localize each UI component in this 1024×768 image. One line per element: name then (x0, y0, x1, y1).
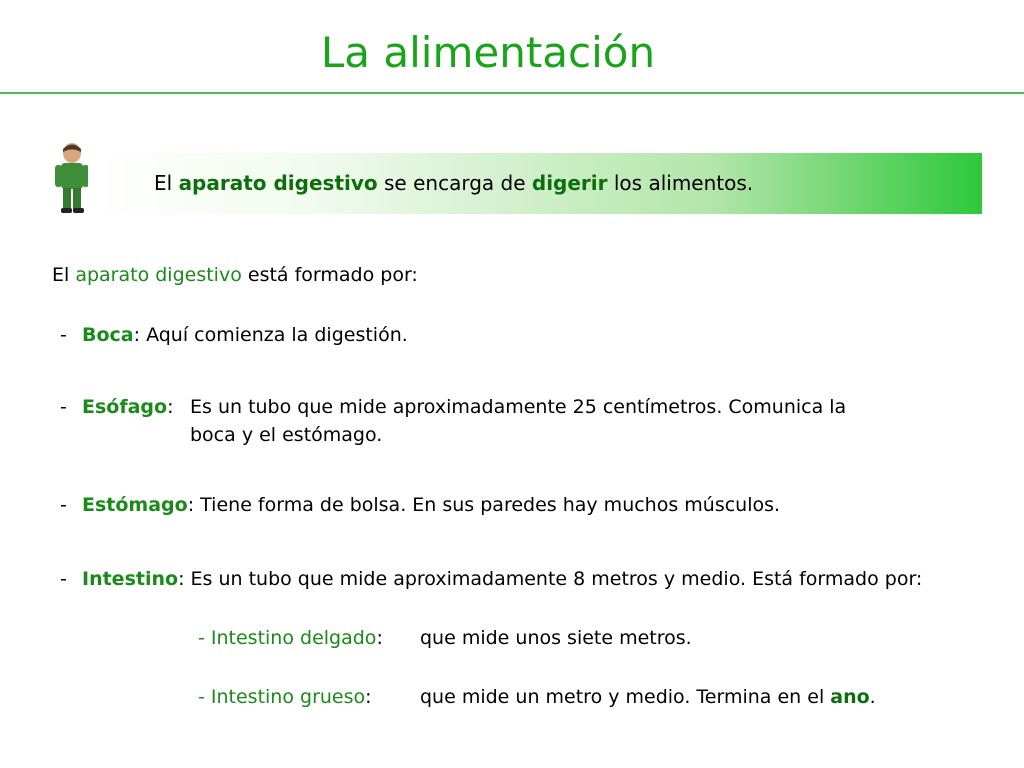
subitem-text: que mide unos siete metros. (420, 627, 692, 649)
subitem-text (420, 686, 876, 708)
list-dash: - (60, 568, 67, 590)
colon: : (365, 686, 372, 708)
item-text: Tiene forma de bolsa. En sus paredes hay muchos músculos. (200, 494, 781, 516)
intro-line (52, 264, 418, 286)
subitem-text-after: . (869, 686, 876, 708)
term-intestino-grueso: - Intestino grueso (198, 686, 366, 708)
banner-term-digerir: digerir (531, 171, 608, 195)
intro-term: aparato digestivo (75, 264, 242, 286)
banner-text (154, 171, 753, 195)
banner-part1: El (154, 171, 179, 195)
list-dash: - (60, 396, 67, 418)
item-text: Aquí comienza la digestión. (146, 324, 408, 346)
list-item-boca (60, 324, 408, 346)
term-estomago: Estómago (82, 494, 188, 516)
colon: : (167, 396, 174, 418)
colon: : (178, 568, 185, 590)
list-item-intestino (60, 568, 922, 590)
person-figure-icon (52, 142, 92, 214)
term-intestino: Intestino (82, 568, 179, 590)
list-dash: - (60, 324, 67, 346)
list-item-estomago (60, 494, 780, 516)
term-boca: Boca (82, 324, 134, 346)
intro-part1: El (52, 264, 76, 286)
term-ano: ano (830, 686, 870, 708)
subitem-intestino-delgado (198, 627, 383, 649)
banner-part3: los alimentos. (607, 171, 754, 195)
title-divider (0, 92, 1024, 94)
term-esofago: Esófago (82, 396, 168, 418)
list-item-esofago (60, 396, 174, 418)
item-text: Es un tubo que mide aproximadamente 25 centímetros. Comunica la (190, 396, 847, 418)
page-title: La alimentación (320, 28, 656, 77)
item-text-continued: boca y el estómago. (190, 424, 383, 446)
banner-part2: se encarga de (377, 171, 532, 195)
intro-part2: está formado por: (241, 264, 418, 286)
item-text: Es un tubo que mide aproximadamente 8 metros y medio. Está formado por: (190, 568, 923, 590)
term-intestino-delgado: - Intestino delgado (198, 627, 377, 649)
subitem-text-before: que mide un metro y medio. Termina en el (420, 686, 831, 708)
banner-term-aparato-digestivo: aparato digestivo (178, 171, 378, 195)
list-dash: - (60, 494, 67, 516)
colon: : (376, 627, 383, 649)
colon: : (133, 324, 141, 346)
colon: : (187, 494, 195, 516)
subitem-intestino-grueso (198, 686, 372, 708)
